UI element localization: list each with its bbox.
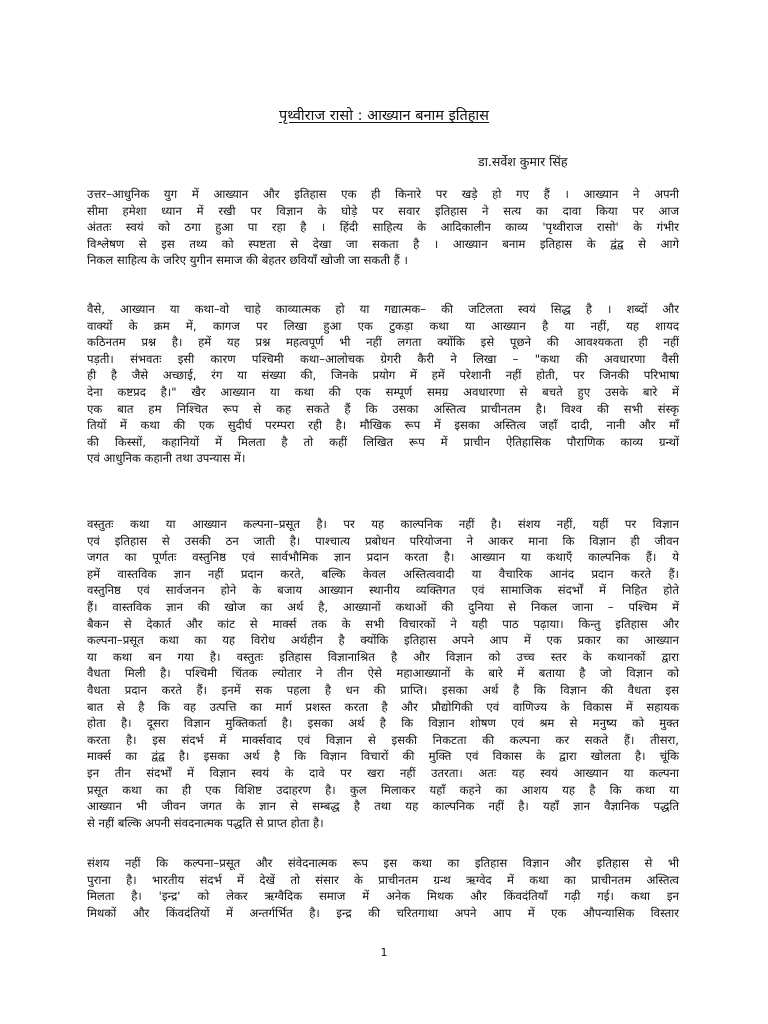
text-line: वैधता प्रदान करते हैं। इनमें सक पहला है धन की प्राप्ति। इसका अर्थ है कि विज्ञान की वैधता इस: [87, 682, 679, 697]
text-line: विश्लेषण से इस तथ्य को स्पष्टता से देखा जा सकता है । आख्यान बनाम इतिहास के द्वंद्व से आगे: [87, 236, 679, 251]
text-line: प्रसूत कथा का ही एक विशिष्ट उदाहरण है। कुल मिलाकर यहाँ कहने का आशय यह है कि कथा या: [87, 782, 679, 797]
text-line: मिलता है। 'इन्द्र' को लेकर ऋग्वैदिक समाज में अनेक मिथक और किंवदंतियाँ गढ़ी गई। कथा इन: [87, 889, 679, 904]
text-line: तियों में कथा की एक सुदीर्घ परम्परा रही है। मौखिक रूप में इसका अस्तित्व जहाँ दादी, नानी और माँ: [87, 418, 679, 433]
text-line: पड़ती। संभवतः इसी कारण पश्चिमी कथा–आलोचक ग्रेगरी कैरी ने लिखा – "कथा की अवधारणा वैसी: [87, 351, 679, 366]
text-line: एवं इतिहास से उसकी ठन जाती है। पाश्चात्य प्रबोधन परियोजना ने आकर माना कि विज्ञान ही जीवन: [87, 533, 679, 548]
text-line: की किस्सों, कहानियों में मिलता है तो कहीं लिखित रूप में प्राचीन ऐतिहासिक पौराणिक काव्य ग्रन्थों: [87, 434, 679, 449]
text-line: एवं आधुनिक कहानी तथा उपन्यास में।: [87, 451, 246, 466]
text-line: मार्क्स का द्वंद्व है। इसका अर्थ है कि विज्ञान विचारों की मुक्ति एवं विकास के द्वारा खोलता है। चूंकि: [87, 749, 679, 764]
text-line: होता है। दूसरा विज्ञान मुक्तिकर्ता है। इसका अर्थ है कि विज्ञान शोषण एवं श्रम से मनुष्य को मुक्त: [87, 716, 679, 731]
text-line: वस्तुनिष्ठ एवं सार्वजनन होने के बजाय आख्यान स्थानीय व्यक्तिगत एवं सामाजिक संदर्भों में निहित होते: [87, 583, 679, 598]
text-line: इन तीन संदर्भों में विज्ञान स्वयं के दावे पर खरा नहीं उतरता। अतः यह स्वयं आख्यान या कल्पना: [87, 765, 679, 780]
text-line: से नहीं बल्कि अपनी संवदनात्मक पद्धति से प्राप्त होता है।: [87, 815, 324, 830]
paragraph-2: [87, 301, 679, 467]
text-line: उत्तर–आधुनिक युग में आख्यान और इतिहास एक ही किनारे पर खड़े हो गए हैं । आख्यान ने अपनी: [87, 187, 679, 201]
text-line: एक बात हम निश्चित रूप से कह सकते हैं कि उसका अस्तित्व प्राचीनतम है। विश्व की सभी संस्कृ: [87, 401, 679, 416]
text-line: निकल साहित्य के जरिए युगीन समाज की बेहतर छवियाँ खोजी जा सकती हैं ।: [87, 253, 408, 268]
text-line: ही है जैसे अच्छाई, रंग या संख्या की, जिनके प्रयोग में हमें परेशानी नहीं होती, पर जिनकी परिभाषा: [87, 368, 679, 383]
text-line: कठिनतम प्रश्न है। हमें यह प्रश्न महत्वपूर्ण भी नहीं लगता क्योंकि इसे पूछने की आवश्यकता ही नहीं: [87, 335, 679, 350]
text-line: सीमा हमेशा ध्यान में रखी पर विज्ञान के घोड़े पर सवार इतिहास ने सत्य का दावा किया पर आज: [87, 203, 679, 218]
text-line: देना कष्टप्रद है।" खैर आख्यान या कथा की एक सम्पूर्ण समग्र अवधारणा से बचते हुए उसके बारे में: [87, 384, 679, 399]
paragraph-1: [87, 186, 679, 269]
paragraph-4: [87, 855, 679, 921]
text-line: आख्यान भी जीवन जगत के ज्ञान से सम्बद्ध है तथा यह काल्पनिक नहीं है। यहाँ ज्ञान वैज्ञानिक पद्धति: [87, 799, 679, 814]
page-number: 1: [380, 946, 388, 959]
document-title: पृथ्वीराज रासो : आख्यान बनाम इतिहास: [279, 108, 489, 124]
text-line: वाक्यों के क्रम में, कागज पर लिखा हुआ एक टुकड़ा कथा या आख्यान है या नहीं, यह शायद: [87, 318, 679, 333]
text-line: पुराना है। भारतीय संदर्भ में देखें तो संसार के प्राचीनतम ग्रन्थ ऋग्वेद में कथा का प्राचीनतम अस्तित्व: [87, 872, 679, 887]
text-line: अंततः स्वयं को ठगा हुआ पा रहा है । हिंदी साहित्य के आदिकालीन काव्य 'पृथ्वीराज रासो' के गंभीर: [87, 220, 679, 235]
text-line: कल्पना–प्रसूत कथा का यह विरोध अर्थहीन है क्योंकि इतिहास अपने आप में एक प्रकार का आख्यान: [87, 633, 679, 648]
text-line: बैकन से देकार्त और कांट से मार्क्स तक के सभी विचारकों ने यही पाठ पढ़ाया। किन्तु इतिहास और: [87, 616, 679, 631]
text-line: वैधता मिली है। पश्चिमी चिंतक ल्योतार ने तीन ऐसे महाआख्यानों के बारे में बताया है जो विज्ञान को: [87, 666, 679, 681]
text-line: वस्तुतः कथा या आख्यान कल्पना–प्रसूत है। पर यह काल्पनिक नहीं है। संशय नहीं, यहीं पर विज्ञान: [87, 517, 679, 531]
text-line: करता है। इस संदर्भ में मार्क्सवाद एवं विज्ञान से इसकी निकटता की कल्पना कर सकते हैं। तीसरा,: [87, 732, 679, 747]
text-line: संशय नहीं कि कल्पना–प्रसूत और संवेदनात्मक रूप इस कथा का इतिहास विज्ञान और इतिहास से भी: [87, 856, 679, 870]
text-line: बात से है कि वह उत्पत्ति का मार्ग प्रशस्त करता है और प्रौद्योगिकी एवं वाणिज्य के विकास में सहायक: [87, 699, 679, 714]
text-line: हैं। वास्तविक ज्ञान की खोज का अर्थ है, आख्यानों कथाओं की दुनिया से निकल जाना – पश्चिम में: [87, 599, 679, 614]
text-line: मिथकों और किंवदंतियों में अन्तर्गर्भित है। इन्द्र की चरितगाथा अपने आप में एक औपन्यासिक विस्तार: [87, 905, 679, 920]
text-line: या कथा बन गया है। वस्तुतः इतिहास विज्ञानाश्रित है और विज्ञान को उच्च स्तर के कथानकों द्वारा: [87, 649, 679, 664]
text-line: जगत का पूर्णतः वस्तुनिष्ठ एवं सार्वभौमिक ज्ञान प्रदान करता है। आख्यान या कथाएँ काल्पनिक हैं। ये: [87, 550, 679, 565]
author-name: डा.सर्वेश कुमार सिंह: [478, 154, 568, 169]
paragraph-3: [87, 516, 679, 831]
text-line: वैसे, आख्यान या कथा–वो चाहे काव्यात्मक हो या गद्यात्मक– की जटिलता स्वयं सिद्ध है । शब्दों और: [87, 302, 679, 316]
text-line: हमें वास्तविक ज्ञान नहीं प्रदान करते, बल्कि केवल अस्तित्ववादी या वैचारिक आनंद प्रदान करते हैं।: [87, 566, 679, 581]
